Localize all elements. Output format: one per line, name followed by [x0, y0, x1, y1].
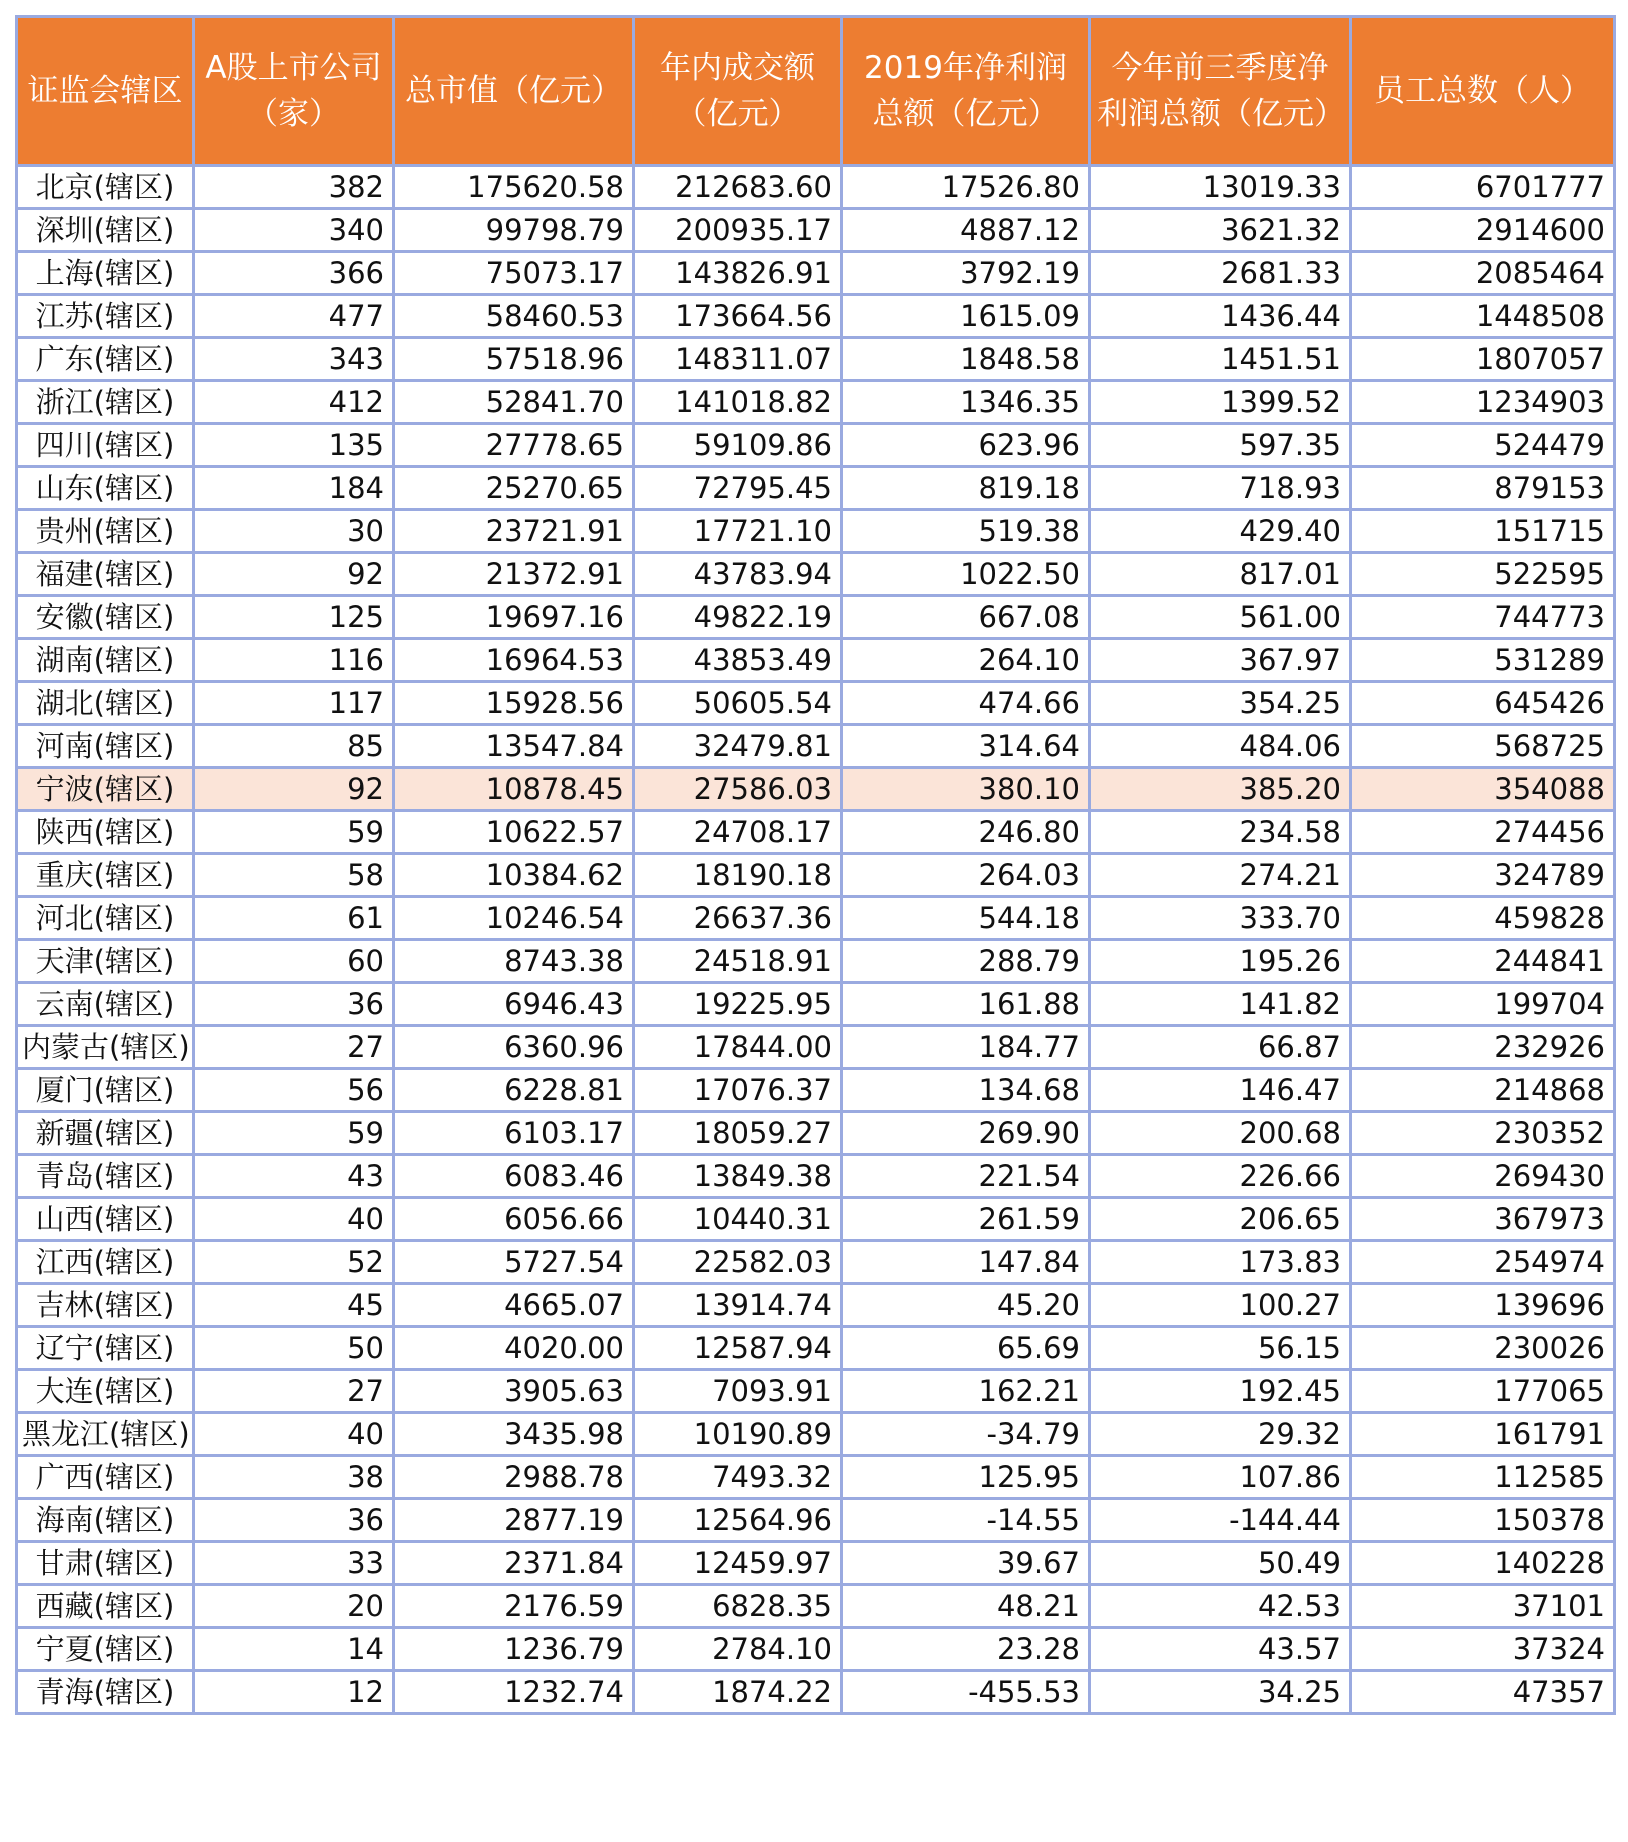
market-cap-cell: 3435.98 — [394, 1413, 634, 1456]
region-cell: 宁波(辖区) — [17, 768, 194, 811]
net-profit-2019-cell: 125.95 — [842, 1456, 1090, 1499]
market-cap-cell: 2988.78 — [394, 1456, 634, 1499]
table-row — [17, 1327, 1615, 1370]
employees-cell: 139696 — [1351, 1284, 1615, 1327]
turnover-cell: 173664.56 — [634, 295, 842, 338]
net-profit-2019-cell: 261.59 — [842, 1198, 1090, 1241]
company-count-cell: 36 — [194, 1499, 394, 1542]
market-cap-cell: 175620.58 — [394, 166, 634, 209]
net-profit-2019-cell: 264.03 — [842, 854, 1090, 897]
company-count-cell: 43 — [194, 1155, 394, 1198]
market-cap-cell: 27778.65 — [394, 424, 634, 467]
turnover-cell: 72795.45 — [634, 467, 842, 510]
region-cell: 云南(辖区) — [17, 983, 194, 1026]
turnover-cell: 17844.00 — [634, 1026, 842, 1069]
turnover-cell: 26637.36 — [634, 897, 842, 940]
table-row — [17, 1585, 1615, 1628]
turnover-cell: 24518.91 — [634, 940, 842, 983]
market-cap-cell: 6083.46 — [394, 1155, 634, 1198]
market-cap-cell: 99798.79 — [394, 209, 634, 252]
net-profit-q1-q3-cell: 429.40 — [1090, 510, 1351, 553]
header-company-count: A股上市公司（家） — [194, 17, 394, 166]
net-profit-2019-cell: 544.18 — [842, 897, 1090, 940]
net-profit-2019-cell: -34.79 — [842, 1413, 1090, 1456]
net-profit-2019-cell: 39.67 — [842, 1542, 1090, 1585]
table-row — [17, 725, 1615, 768]
net-profit-q1-q3-cell: 206.65 — [1090, 1198, 1351, 1241]
net-profit-q1-q3-cell: 192.45 — [1090, 1370, 1351, 1413]
net-profit-q1-q3-cell: 107.86 — [1090, 1456, 1351, 1499]
region-cell: 山西(辖区) — [17, 1198, 194, 1241]
net-profit-q1-q3-cell: 3621.32 — [1090, 209, 1351, 252]
net-profit-q1-q3-cell: 66.87 — [1090, 1026, 1351, 1069]
table-row — [17, 1112, 1615, 1155]
market-cap-cell: 8743.38 — [394, 940, 634, 983]
turnover-cell: 13914.74 — [634, 1284, 842, 1327]
net-profit-2019-cell: 1615.09 — [842, 295, 1090, 338]
header-region: 证监会辖区 — [17, 17, 194, 166]
turnover-cell: 2784.10 — [634, 1628, 842, 1671]
net-profit-2019-cell: 4887.12 — [842, 209, 1090, 252]
employees-cell: 568725 — [1351, 725, 1615, 768]
market-cap-cell: 1232.74 — [394, 1671, 634, 1714]
turnover-cell: 18059.27 — [634, 1112, 842, 1155]
employees-cell: 354088 — [1351, 768, 1615, 811]
employees-cell: 47357 — [1351, 1671, 1615, 1714]
net-profit-q1-q3-cell: 234.58 — [1090, 811, 1351, 854]
employees-cell: 2914600 — [1351, 209, 1615, 252]
table-row — [17, 768, 1615, 811]
market-cap-cell: 1236.79 — [394, 1628, 634, 1671]
company-count-cell: 343 — [194, 338, 394, 381]
region-cell: 山东(辖区) — [17, 467, 194, 510]
region-cell: 浙江(辖区) — [17, 381, 194, 424]
turnover-cell: 148311.07 — [634, 338, 842, 381]
company-count-cell: 27 — [194, 1026, 394, 1069]
table-row — [17, 1628, 1615, 1671]
net-profit-q1-q3-cell: 226.66 — [1090, 1155, 1351, 1198]
net-profit-2019-cell: -14.55 — [842, 1499, 1090, 1542]
market-cap-cell: 2176.59 — [394, 1585, 634, 1628]
net-profit-q1-q3-cell: 1436.44 — [1090, 295, 1351, 338]
table-row — [17, 983, 1615, 1026]
turnover-cell: 24708.17 — [634, 811, 842, 854]
company-count-cell: 366 — [194, 252, 394, 295]
net-profit-q1-q3-cell: 1399.52 — [1090, 381, 1351, 424]
company-count-cell: 30 — [194, 510, 394, 553]
net-profit-2019-cell: 65.69 — [842, 1327, 1090, 1370]
net-profit-2019-cell: 184.77 — [842, 1026, 1090, 1069]
header-net-profit-q1-q3: 今年前三季度净利润总额（亿元） — [1090, 17, 1351, 166]
net-profit-q1-q3-cell: 1451.51 — [1090, 338, 1351, 381]
net-profit-2019-cell: 221.54 — [842, 1155, 1090, 1198]
company-count-cell: 92 — [194, 553, 394, 596]
header-net-profit-2019: 2019年净利润总额（亿元） — [842, 17, 1090, 166]
listed-companies-by-region-table — [15, 15, 1616, 1715]
employees-cell: 1448508 — [1351, 295, 1615, 338]
turnover-cell: 19225.95 — [634, 983, 842, 1026]
market-cap-cell: 75073.17 — [394, 252, 634, 295]
company-count-cell: 477 — [194, 295, 394, 338]
turnover-cell: 143826.91 — [634, 252, 842, 295]
region-cell: 福建(辖区) — [17, 553, 194, 596]
employees-cell: 112585 — [1351, 1456, 1615, 1499]
turnover-cell: 200935.17 — [634, 209, 842, 252]
turnover-cell: 12587.94 — [634, 1327, 842, 1370]
turnover-cell: 12459.97 — [634, 1542, 842, 1585]
employees-cell: 1234903 — [1351, 381, 1615, 424]
region-cell: 厦门(辖区) — [17, 1069, 194, 1112]
table-row — [17, 639, 1615, 682]
net-profit-2019-cell: 623.96 — [842, 424, 1090, 467]
company-count-cell: 117 — [194, 682, 394, 725]
table-row — [17, 424, 1615, 467]
market-cap-cell: 19697.16 — [394, 596, 634, 639]
net-profit-2019-cell: 45.20 — [842, 1284, 1090, 1327]
net-profit-2019-cell: 147.84 — [842, 1241, 1090, 1284]
employees-cell: 522595 — [1351, 553, 1615, 596]
region-cell: 吉林(辖区) — [17, 1284, 194, 1327]
table-row — [17, 338, 1615, 381]
net-profit-2019-cell: 162.21 — [842, 1370, 1090, 1413]
net-profit-q1-q3-cell: 354.25 — [1090, 682, 1351, 725]
employees-cell: 645426 — [1351, 682, 1615, 725]
net-profit-2019-cell: 667.08 — [842, 596, 1090, 639]
company-count-cell: 40 — [194, 1413, 394, 1456]
employees-cell: 324789 — [1351, 854, 1615, 897]
region-cell: 黑龙江(辖区) — [17, 1413, 194, 1456]
employees-cell: 140228 — [1351, 1542, 1615, 1585]
net-profit-q1-q3-cell: 561.00 — [1090, 596, 1351, 639]
company-count-cell: 59 — [194, 1112, 394, 1155]
table-row — [17, 1671, 1615, 1714]
region-cell: 重庆(辖区) — [17, 854, 194, 897]
turnover-cell: 7093.91 — [634, 1370, 842, 1413]
employees-cell: 1807057 — [1351, 338, 1615, 381]
table-row — [17, 682, 1615, 725]
market-cap-cell: 6946.43 — [394, 983, 634, 1026]
net-profit-2019-cell: 474.66 — [842, 682, 1090, 725]
market-cap-cell: 4020.00 — [394, 1327, 634, 1370]
net-profit-2019-cell: -455.53 — [842, 1671, 1090, 1714]
table-row — [17, 553, 1615, 596]
table-row — [17, 811, 1615, 854]
net-profit-q1-q3-cell: 274.21 — [1090, 854, 1351, 897]
table-row — [17, 1370, 1615, 1413]
region-cell: 深圳(辖区) — [17, 209, 194, 252]
employees-cell: 232926 — [1351, 1026, 1615, 1069]
net-profit-q1-q3-cell: 43.57 — [1090, 1628, 1351, 1671]
region-cell: 新疆(辖区) — [17, 1112, 194, 1155]
turnover-cell: 6828.35 — [634, 1585, 842, 1628]
turnover-cell: 17076.37 — [634, 1069, 842, 1112]
employees-cell: 531289 — [1351, 639, 1615, 682]
net-profit-q1-q3-cell: 146.47 — [1090, 1069, 1351, 1112]
employees-cell: 879153 — [1351, 467, 1615, 510]
table-row — [17, 1456, 1615, 1499]
market-cap-cell: 21372.91 — [394, 553, 634, 596]
table-row — [17, 1284, 1615, 1327]
company-count-cell: 36 — [194, 983, 394, 1026]
market-cap-cell: 23721.91 — [394, 510, 634, 553]
table-row — [17, 1499, 1615, 1542]
company-count-cell: 58 — [194, 854, 394, 897]
employees-cell: 37324 — [1351, 1628, 1615, 1671]
net-profit-q1-q3-cell: 34.25 — [1090, 1671, 1351, 1714]
employees-cell: 177065 — [1351, 1370, 1615, 1413]
company-count-cell: 184 — [194, 467, 394, 510]
region-cell: 海南(辖区) — [17, 1499, 194, 1542]
net-profit-q1-q3-cell: 13019.33 — [1090, 166, 1351, 209]
market-cap-cell: 6360.96 — [394, 1026, 634, 1069]
turnover-cell: 18190.18 — [634, 854, 842, 897]
market-cap-cell: 3905.63 — [394, 1370, 634, 1413]
net-profit-q1-q3-cell: 2681.33 — [1090, 252, 1351, 295]
net-profit-2019-cell: 380.10 — [842, 768, 1090, 811]
region-cell: 青海(辖区) — [17, 1671, 194, 1714]
turnover-cell: 17721.10 — [634, 510, 842, 553]
net-profit-2019-cell: 134.68 — [842, 1069, 1090, 1112]
net-profit-q1-q3-cell: 173.83 — [1090, 1241, 1351, 1284]
table-row — [17, 1026, 1615, 1069]
company-count-cell: 59 — [194, 811, 394, 854]
net-profit-2019-cell: 1022.50 — [842, 553, 1090, 596]
region-cell: 安徽(辖区) — [17, 596, 194, 639]
region-cell: 广东(辖区) — [17, 338, 194, 381]
employees-cell: 524479 — [1351, 424, 1615, 467]
region-cell: 江苏(辖区) — [17, 295, 194, 338]
employees-cell: 6701777 — [1351, 166, 1615, 209]
employees-cell: 230352 — [1351, 1112, 1615, 1155]
net-profit-q1-q3-cell: 195.26 — [1090, 940, 1351, 983]
company-count-cell: 45 — [194, 1284, 394, 1327]
employees-cell: 150378 — [1351, 1499, 1615, 1542]
company-count-cell: 340 — [194, 209, 394, 252]
company-count-cell: 60 — [194, 940, 394, 983]
market-cap-cell: 2371.84 — [394, 1542, 634, 1585]
region-cell: 宁夏(辖区) — [17, 1628, 194, 1671]
net-profit-2019-cell: 264.10 — [842, 639, 1090, 682]
turnover-cell: 43853.49 — [634, 639, 842, 682]
net-profit-2019-cell: 1346.35 — [842, 381, 1090, 424]
header-employees: 员工总数（人） — [1351, 17, 1615, 166]
turnover-cell: 13849.38 — [634, 1155, 842, 1198]
table-row — [17, 1413, 1615, 1456]
employees-cell: 37101 — [1351, 1585, 1615, 1628]
market-cap-cell: 10878.45 — [394, 768, 634, 811]
net-profit-2019-cell: 161.88 — [842, 983, 1090, 1026]
region-cell: 青岛(辖区) — [17, 1155, 194, 1198]
company-count-cell: 382 — [194, 166, 394, 209]
table-row — [17, 897, 1615, 940]
region-cell: 天津(辖区) — [17, 940, 194, 983]
company-count-cell: 12 — [194, 1671, 394, 1714]
turnover-cell: 22582.03 — [634, 1241, 842, 1284]
turnover-cell: 1874.22 — [634, 1671, 842, 1714]
header-row — [17, 17, 1615, 166]
net-profit-q1-q3-cell: 817.01 — [1090, 553, 1351, 596]
turnover-cell: 7493.32 — [634, 1456, 842, 1499]
company-count-cell: 85 — [194, 725, 394, 768]
company-count-cell: 92 — [194, 768, 394, 811]
market-cap-cell: 6056.66 — [394, 1198, 634, 1241]
net-profit-q1-q3-cell: 100.27 — [1090, 1284, 1351, 1327]
net-profit-q1-q3-cell: 484.06 — [1090, 725, 1351, 768]
table-row — [17, 381, 1615, 424]
table-row — [17, 1198, 1615, 1241]
net-profit-2019-cell: 3792.19 — [842, 252, 1090, 295]
net-profit-2019-cell: 48.21 — [842, 1585, 1090, 1628]
company-count-cell: 412 — [194, 381, 394, 424]
company-count-cell: 50 — [194, 1327, 394, 1370]
region-cell: 北京(辖区) — [17, 166, 194, 209]
market-cap-cell: 6103.17 — [394, 1112, 634, 1155]
table-row — [17, 1241, 1615, 1284]
net-profit-q1-q3-cell: -144.44 — [1090, 1499, 1351, 1542]
turnover-cell: 12564.96 — [634, 1499, 842, 1542]
turnover-cell: 49822.19 — [634, 596, 842, 639]
net-profit-2019-cell: 17526.80 — [842, 166, 1090, 209]
market-cap-cell: 10384.62 — [394, 854, 634, 897]
net-profit-q1-q3-cell: 29.32 — [1090, 1413, 1351, 1456]
region-cell: 四川(辖区) — [17, 424, 194, 467]
net-profit-2019-cell: 519.38 — [842, 510, 1090, 553]
table-row — [17, 510, 1615, 553]
employees-cell: 744773 — [1351, 596, 1615, 639]
region-cell: 贵州(辖区) — [17, 510, 194, 553]
region-cell: 陕西(辖区) — [17, 811, 194, 854]
employees-cell: 459828 — [1351, 897, 1615, 940]
table-row — [17, 1069, 1615, 1112]
region-cell: 西藏(辖区) — [17, 1585, 194, 1628]
region-cell: 湖北(辖区) — [17, 682, 194, 725]
employees-cell: 161791 — [1351, 1413, 1615, 1456]
employees-cell: 199704 — [1351, 983, 1615, 1026]
net-profit-q1-q3-cell: 385.20 — [1090, 768, 1351, 811]
employees-cell: 230026 — [1351, 1327, 1615, 1370]
region-cell: 甘肃(辖区) — [17, 1542, 194, 1585]
employees-cell: 214868 — [1351, 1069, 1615, 1112]
turnover-cell: 32479.81 — [634, 725, 842, 768]
employees-cell: 2085464 — [1351, 252, 1615, 295]
net-profit-q1-q3-cell: 200.68 — [1090, 1112, 1351, 1155]
company-count-cell: 61 — [194, 897, 394, 940]
region-cell: 湖南(辖区) — [17, 639, 194, 682]
market-cap-cell: 6228.81 — [394, 1069, 634, 1112]
table-row — [17, 1155, 1615, 1198]
market-cap-cell: 58460.53 — [394, 295, 634, 338]
company-count-cell: 135 — [194, 424, 394, 467]
table-header — [17, 17, 1615, 166]
net-profit-q1-q3-cell: 56.15 — [1090, 1327, 1351, 1370]
net-profit-q1-q3-cell: 50.49 — [1090, 1542, 1351, 1585]
table-row — [17, 252, 1615, 295]
company-count-cell: 33 — [194, 1542, 394, 1585]
header-market-cap: 总市值（亿元） — [394, 17, 634, 166]
net-profit-q1-q3-cell: 367.97 — [1090, 639, 1351, 682]
company-count-cell: 27 — [194, 1370, 394, 1413]
market-cap-cell: 2877.19 — [394, 1499, 634, 1542]
employees-cell: 151715 — [1351, 510, 1615, 553]
turnover-cell: 10440.31 — [634, 1198, 842, 1241]
region-cell: 上海(辖区) — [17, 252, 194, 295]
region-cell: 辽宁(辖区) — [17, 1327, 194, 1370]
turnover-cell: 10190.89 — [634, 1413, 842, 1456]
company-count-cell: 125 — [194, 596, 394, 639]
net-profit-2019-cell: 314.64 — [842, 725, 1090, 768]
region-cell: 河北(辖区) — [17, 897, 194, 940]
net-profit-2019-cell: 246.80 — [842, 811, 1090, 854]
region-cell: 广西(辖区) — [17, 1456, 194, 1499]
table-row — [17, 295, 1615, 338]
company-count-cell: 116 — [194, 639, 394, 682]
table-row — [17, 940, 1615, 983]
employees-cell: 367973 — [1351, 1198, 1615, 1241]
region-cell: 内蒙古(辖区) — [17, 1026, 194, 1069]
market-cap-cell: 5727.54 — [394, 1241, 634, 1284]
net-profit-q1-q3-cell: 333.70 — [1090, 897, 1351, 940]
company-count-cell: 56 — [194, 1069, 394, 1112]
turnover-cell: 212683.60 — [634, 166, 842, 209]
net-profit-q1-q3-cell: 718.93 — [1090, 467, 1351, 510]
net-profit-2019-cell: 23.28 — [842, 1628, 1090, 1671]
company-count-cell: 52 — [194, 1241, 394, 1284]
table-body — [17, 166, 1615, 1714]
net-profit-2019-cell: 1848.58 — [842, 338, 1090, 381]
net-profit-q1-q3-cell: 42.53 — [1090, 1585, 1351, 1628]
company-count-cell: 38 — [194, 1456, 394, 1499]
market-cap-cell: 10246.54 — [394, 897, 634, 940]
company-count-cell: 14 — [194, 1628, 394, 1671]
market-cap-cell: 57518.96 — [394, 338, 634, 381]
net-profit-2019-cell: 269.90 — [842, 1112, 1090, 1155]
employees-cell: 244841 — [1351, 940, 1615, 983]
table-row — [17, 166, 1615, 209]
employees-cell: 269430 — [1351, 1155, 1615, 1198]
net-profit-q1-q3-cell: 141.82 — [1090, 983, 1351, 1026]
market-cap-cell: 4665.07 — [394, 1284, 634, 1327]
table-row — [17, 596, 1615, 639]
turnover-cell: 50605.54 — [634, 682, 842, 725]
header-turnover: 年内成交额（亿元） — [634, 17, 842, 166]
turnover-cell: 141018.82 — [634, 381, 842, 424]
region-cell: 大连(辖区) — [17, 1370, 194, 1413]
turnover-cell: 43783.94 — [634, 553, 842, 596]
market-cap-cell: 15928.56 — [394, 682, 634, 725]
company-count-cell: 20 — [194, 1585, 394, 1628]
turnover-cell: 27586.03 — [634, 768, 842, 811]
employees-cell: 274456 — [1351, 811, 1615, 854]
table-row — [17, 209, 1615, 252]
net-profit-2019-cell: 819.18 — [842, 467, 1090, 510]
table-row — [17, 467, 1615, 510]
region-cell: 河南(辖区) — [17, 725, 194, 768]
market-cap-cell: 25270.65 — [394, 467, 634, 510]
table-row — [17, 1542, 1615, 1585]
net-profit-2019-cell: 288.79 — [842, 940, 1090, 983]
company-count-cell: 40 — [194, 1198, 394, 1241]
market-cap-cell: 16964.53 — [394, 639, 634, 682]
market-cap-cell: 10622.57 — [394, 811, 634, 854]
region-cell: 江西(辖区) — [17, 1241, 194, 1284]
market-cap-cell: 13547.84 — [394, 725, 634, 768]
turnover-cell: 59109.86 — [634, 424, 842, 467]
table-row — [17, 854, 1615, 897]
market-cap-cell: 52841.70 — [394, 381, 634, 424]
employees-cell: 254974 — [1351, 1241, 1615, 1284]
net-profit-q1-q3-cell: 597.35 — [1090, 424, 1351, 467]
